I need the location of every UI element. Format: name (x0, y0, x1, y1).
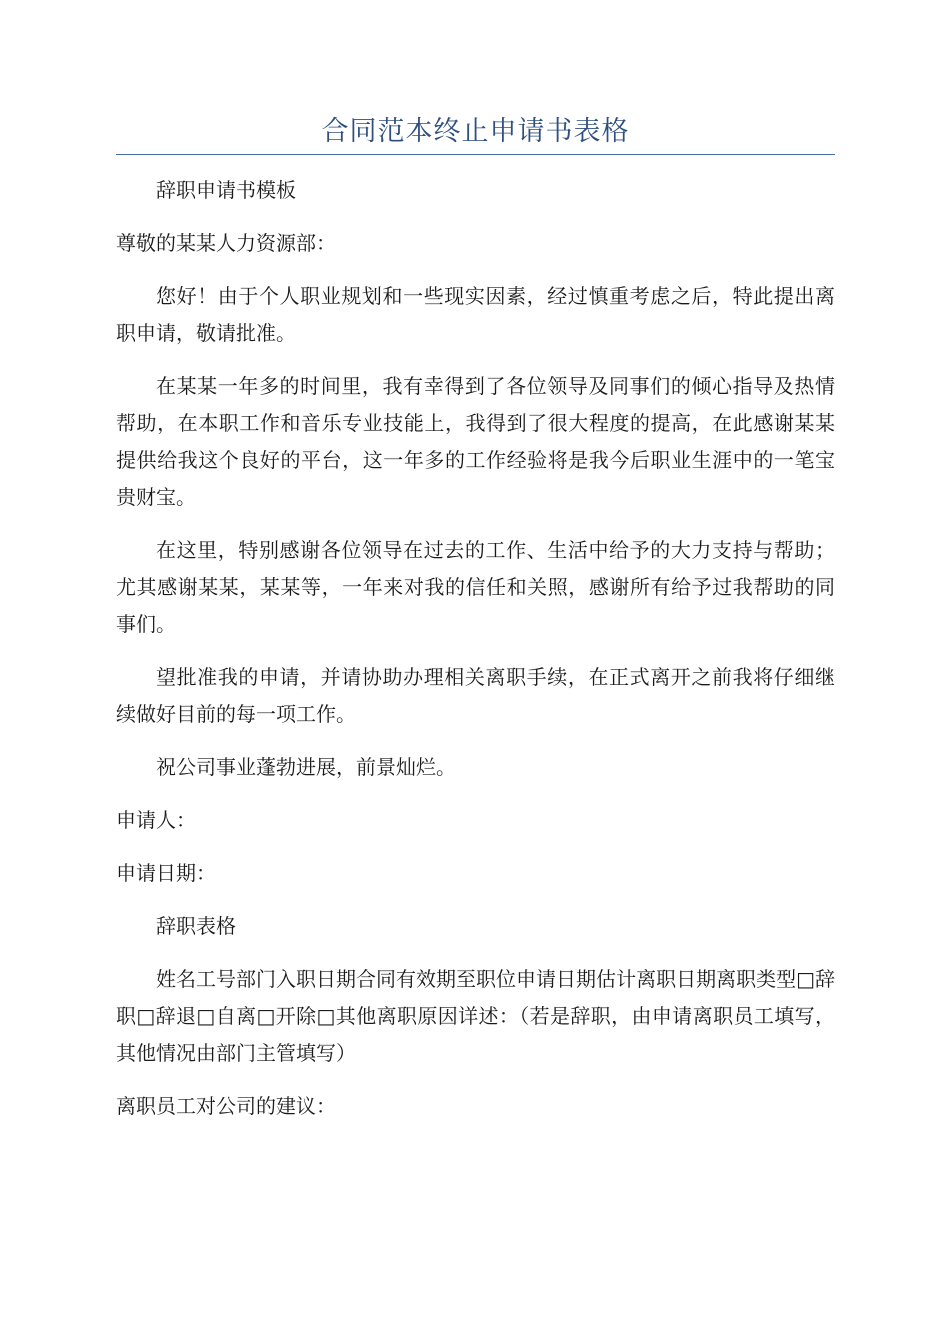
paragraph-application-date: 申请日期： (116, 861, 216, 885)
paragraph-heading-template: 辞职申请书模板 (156, 178, 296, 202)
paragraph-greeting: 您好！由于个人职业规划和一些现实因素，经过慎重考虑之后，特此提出离职申请，敬请批准。 (116, 284, 835, 345)
document-title: 合同范本终止申请书表格 (321, 116, 630, 147)
document-body (116, 172, 835, 1141)
paragraph-form-fields: 姓名工号部门入职日期合同有效期至职位申请日期估计离职日期离职类型□辞职□辞退□自离□开除□其他离职原因详述：（若是辞职，由申请离职员工填写，其他情况由部门主管填写） (116, 967, 835, 1065)
paragraph-gratitude: 在某某一年多的时间里，我有幸得到了各位领导及同事们的倾心指导及热情帮助，在本职工作和音乐专业技能上，我得到了很大程度的提高，在此感谢某某提供给我这个良好的平台，这一年多的工作经验将是我今后职业生涯中的一笔宝贵财宝。 (116, 374, 835, 509)
paragraph-applicant: 申请人： (116, 808, 196, 832)
paragraph-thanks-leaders: 在这里，特别感谢各位领导在过去的工作、生活中给予的大力支持与帮助；尤其感谢某某，某某等，一年来对我的信任和关照，感谢所有给予过我帮助的同事们。 (116, 538, 835, 636)
paragraph-heading-form: 辞职表格 (156, 914, 236, 938)
paragraph-salutation: 尊敬的某某人力资源部： (116, 231, 336, 255)
paragraph-suggestions: 离职员工对公司的建议： (116, 1094, 336, 1118)
paragraph-wishes: 祝公司事业蓬勃进展，前景灿烂。 (156, 755, 456, 779)
title-underline (116, 154, 835, 155)
paragraph-request-approval: 望批准我的申请，并请协助办理相关离职手续，在正式离开之前我将仔细继续做好目前的每一项工作。 (116, 665, 835, 726)
